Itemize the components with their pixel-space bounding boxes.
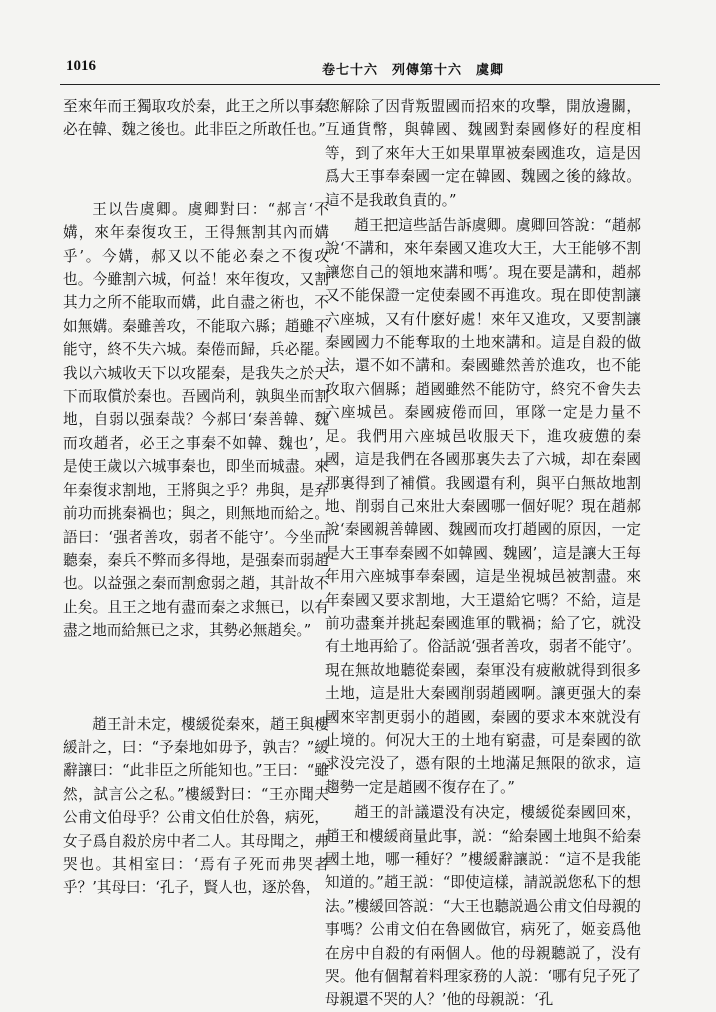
left-paragraph-1: 至來年而王獨取攻於秦，此王之所以事秦必在韓、魏之後也。此非臣之所敢任也。” (63, 98, 329, 139)
paragraph-gap (63, 643, 329, 713)
right-paragraph-3: 趙王的計議還没有决定，樓緩從秦國回來，趙王和樓緩商量此事，説：“給秦國土地與不給秦國土地，哪一種好？”樓緩辭讓説：“這不是我能知道的。”趙王説：“即使這樣，請説説您私下的想法。”樓緩回答説：“大王也聽説過公甫文伯母親的事嗎？公甫文伯在魯國做官，病死了，姬妾爲他在房中自殺的有兩個人。他的母親聽説了，没有哭。他有個幫着料理家務的人説：‘哪有兒子死了母親還不哭的人？’他的母親説：‘孔 (325, 804, 641, 1009)
translation-column (325, 95, 641, 1012)
header-rule (60, 84, 660, 85)
page-number: 1016 (66, 58, 96, 74)
left-paragraph-3: 趙王計未定，樓緩從秦來，趙王與樓緩計之，曰：“予秦地如毋予，孰吉？”緩辭讓曰：“此非臣之所能知也。”王曰：“雖然，試言公之私。”樓緩對曰：“王亦聞夫公甫文伯母乎？公甫文伯仕於魯，病死，女子爲自殺於房中者二人。其母聞之，弗哭也。其相室曰：‘焉有子死而弗哭者乎？’其母曰：‘孔子，賢人也，逐於魯， (63, 715, 329, 897)
running-head: 卷七十六 列傳第十六 虞卿 (322, 63, 505, 78)
right-paragraph-2: 趙王把這些話告訴虞卿。虞卿回答說：“趙郝說‘不講和，來年秦國又進攻大王，大王能够不割讓您自己的領地來講和嗎’。現在要是講和，趙郝又不能保證一定使秦國不再進攻。現在即使割讓六座城，又有什麽好處！來年又進攻，又要割讓秦國國力不能奪取的土地來講和。這是自殺的做法，還不如不講和。秦國雖然善於進攻，也不能攻取六個縣；趙國雖然不能防守，終究不會失去六座城邑。秦國疲倦而回，軍隊一定是力量不足。我們用六座城邑收服天下，進攻疲憊的秦國，這是我們在各國那裏失去了六城，却在秦國那裏得到了補償。我國還有利，與平白無故地割地、削弱自己來壯大秦國哪一個好呢？現在趙郝說‘秦國親善韓國、魏國而攻打趙國的原因，一定是大王事奉秦國不如韓國、魏國’，這是讓大王每年用六座城事奉秦國，這是坐視城邑被割盡。來年秦國又要求割地，大王還給它嗎？不給，這是前功盡棄并挑起秦國進軍的戰禍；給了它，就没有土地再給了。俗話説‘强者善攻，弱者不能守’。現在無故地聽從秦國，秦軍没有疲敝就得到很多土地，這是壯大秦國削弱趙國啊。讓更强大的秦國來宰割更弱小的趙國，秦國的要求本來就没有止境的。何况大王的土地有窮盡，可是秦國的欲求没完没了，憑有限的土地滿足無限的欲求，這趨勢一定是趙國不復存在了。” (325, 217, 641, 796)
right-paragraph-1: 您解除了因背叛盟國而招來的攻擊，開放邊關，互通貨幣，與韓國、魏國對秦國修好的程度相等，到了來年大王如果單單被秦國進攻，這是因爲大王事奉秦國一定在韓國、魏國之後的緣故。這不是我敢負責的。” (325, 98, 641, 209)
left-paragraph-2: 王以告虞卿。虞卿對曰：“郝言‘不媾，來年秦復攻王，王得無割其內而媾乎’。今媾，郝又以不能必秦之不復攻也。今雖割六城，何益！來年復攻，又割其力之所不能取而媾，此自盡之術也，不如無媾。秦雖善攻，不能取六縣；趙雖不能守，終不失六城。秦倦而歸，兵必罷。我以六城收天下以攻罷秦，是我失之於天下而取償於秦也。吾國尚利，孰與坐而割地，自弱以强秦哉？今郝曰‘秦善韓、魏而攻趙者，必王之事秦不如韓、魏也’，是使王歲以六城事秦也，即坐而城盡。來年秦復求割地，王將與之乎？弗與，是弃前功而挑秦禍也；與之，則無地而給之。語曰：‘强者善攻，弱者不能守’。今坐而聽秦，秦兵不弊而多得地，是强秦而弱趙也。以益强之秦而割愈弱之趙，其計故不止矣。且王之地有盡而秦之求無已，以有盡之地而給無已之求，其勢必無趙矣。” (63, 200, 329, 640)
classical-text-column (63, 95, 329, 900)
paragraph-gap (63, 142, 329, 198)
page-header (60, 58, 660, 80)
